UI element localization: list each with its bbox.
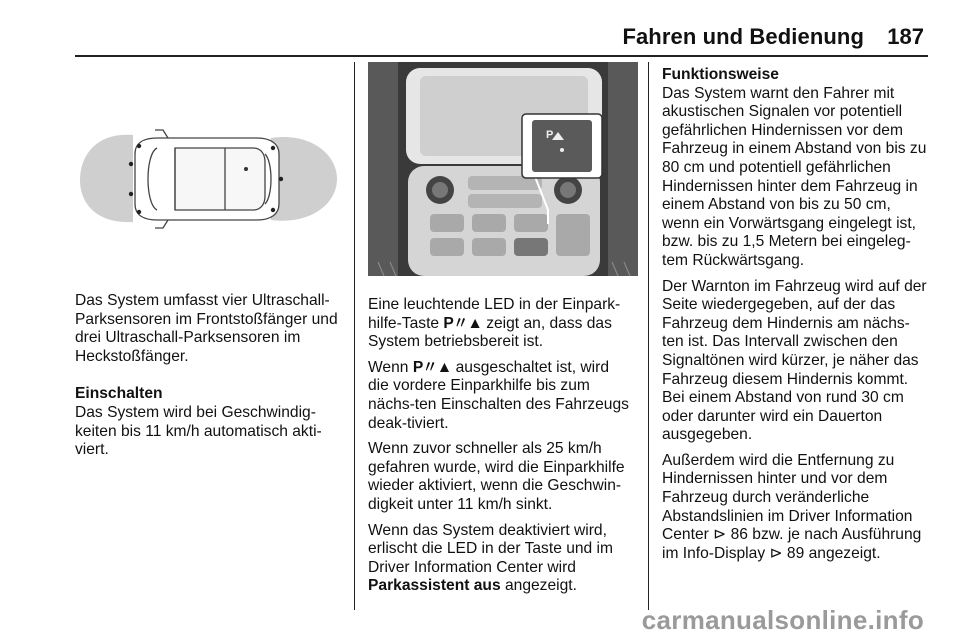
page-ref-link[interactable]: 86: [730, 526, 748, 544]
column-1: [75, 292, 345, 467]
watermark: carmanualsonline.info: [641, 605, 924, 635]
parking-assist-symbol: P〃▲: [443, 314, 482, 332]
page-ref-arrow-icon: ⊳: [713, 526, 727, 544]
column-3: [662, 66, 928, 570]
led-text-end: zeigt an, dass das System betriebsbereit ist.: [368, 314, 612, 351]
deactivation-text-end: angezeigt.: [504, 577, 577, 595]
column-divider: [354, 62, 355, 610]
einschalten-paragraph: Das System wird bei Geschwindig-keiten bis 11 km/h automatisch akti-viert.: [75, 403, 322, 459]
page-header-title: Fahren und Bedienung: [622, 24, 864, 49]
svg-text:P: P: [546, 129, 554, 141]
header-rule: [75, 55, 928, 57]
column-2: [368, 296, 634, 603]
deactivation-paragraph: [368, 522, 634, 596]
led-paragraph: [368, 296, 634, 352]
led-text-start: Eine leuchtende LED in der Einpark-hilfe-Taste: [368, 296, 621, 332]
off-text-end: ausgeschaltet ist, wird die vordere Einparkhilfe bis zum nächs-ten Einschalten des Fahrzeugs deak-tiviert.: [368, 358, 629, 432]
section-heading-einschalten: Einschalten: [75, 385, 163, 403]
page-ref-arrow-icon: ⊳: [769, 544, 783, 562]
display-text-a: Außerdem wird die Entfernung zu Hindernissen hinter und vor dem Fahrzeug durch veränderliche Abstandslinien im Driver Information Center: [662, 451, 913, 544]
intro-paragraph: Das System umfasst vier Ultraschall-Parksensoren im Frontstoßfänger und drei Ultraschall-Parksensoren im Heckstoßfänger.: [75, 292, 338, 365]
tone-paragraph: Der Warnton im Fahrzeug wird auf der Seite wiedergegeben, auf der das Fahrzeug dem Hindernis am nächs-ten ist. Das Intervall zwischen den Signaltönen wird kürzer, je näher das Fahrzeug diesem Hindernis kommt. Bei einem Abstand von rund 30 cm oder darunter wird ein Dauerton ausgegeben.: [662, 277, 927, 444]
parkassistent-aus-label: Parkassistent aus: [368, 577, 501, 595]
page-number: 187: [887, 24, 924, 49]
section-heading-funktionsweise: Funktionsweise: [662, 66, 779, 83]
warning-paragraph: Das System warnt den Fahrer mit akustischen Signalen vor potentiell gefährlichen Hindernissen vor dem Fahrzeug in einem Abstand von bis zu 80 cm und potentiell gefährlichen Hindernissen hinter dem Fahrzeug in einem Abstand von bis zu 50 cm, wenn ein Vorwärtsgang eingelegt ist, bzw. bis zu 1,5 Metern bei eingeleg-tem Rückwärtsgang.: [662, 84, 927, 269]
parking-sensor-diagram: [75, 62, 345, 276]
display-text-c: angezeigt.: [808, 544, 881, 562]
display-text-b: bzw. je nach Ausführung im Info-Display: [662, 526, 922, 562]
parking-assist-symbol: P〃▲: [412, 358, 452, 376]
dashboard-parking-button-photo: [368, 62, 638, 276]
deactivation-text-start: Wenn das System deaktiviert wird, erlischt die LED in der Taste und im Driver Information Center wird: [368, 521, 613, 576]
column-divider: [648, 62, 649, 610]
off-text-start: Wenn: [368, 358, 409, 376]
reactivation-paragraph: Wenn zuvor schneller als 25 km/h gefahren wurde, wird die Einparkhilfe wieder aktiviert, wenn die Geschwin-digkeit unter 11 km/h sinkt.: [368, 440, 625, 513]
display-paragraph: [662, 452, 928, 564]
page-ref-link[interactable]: 89: [786, 544, 805, 562]
off-paragraph: [368, 359, 634, 433]
